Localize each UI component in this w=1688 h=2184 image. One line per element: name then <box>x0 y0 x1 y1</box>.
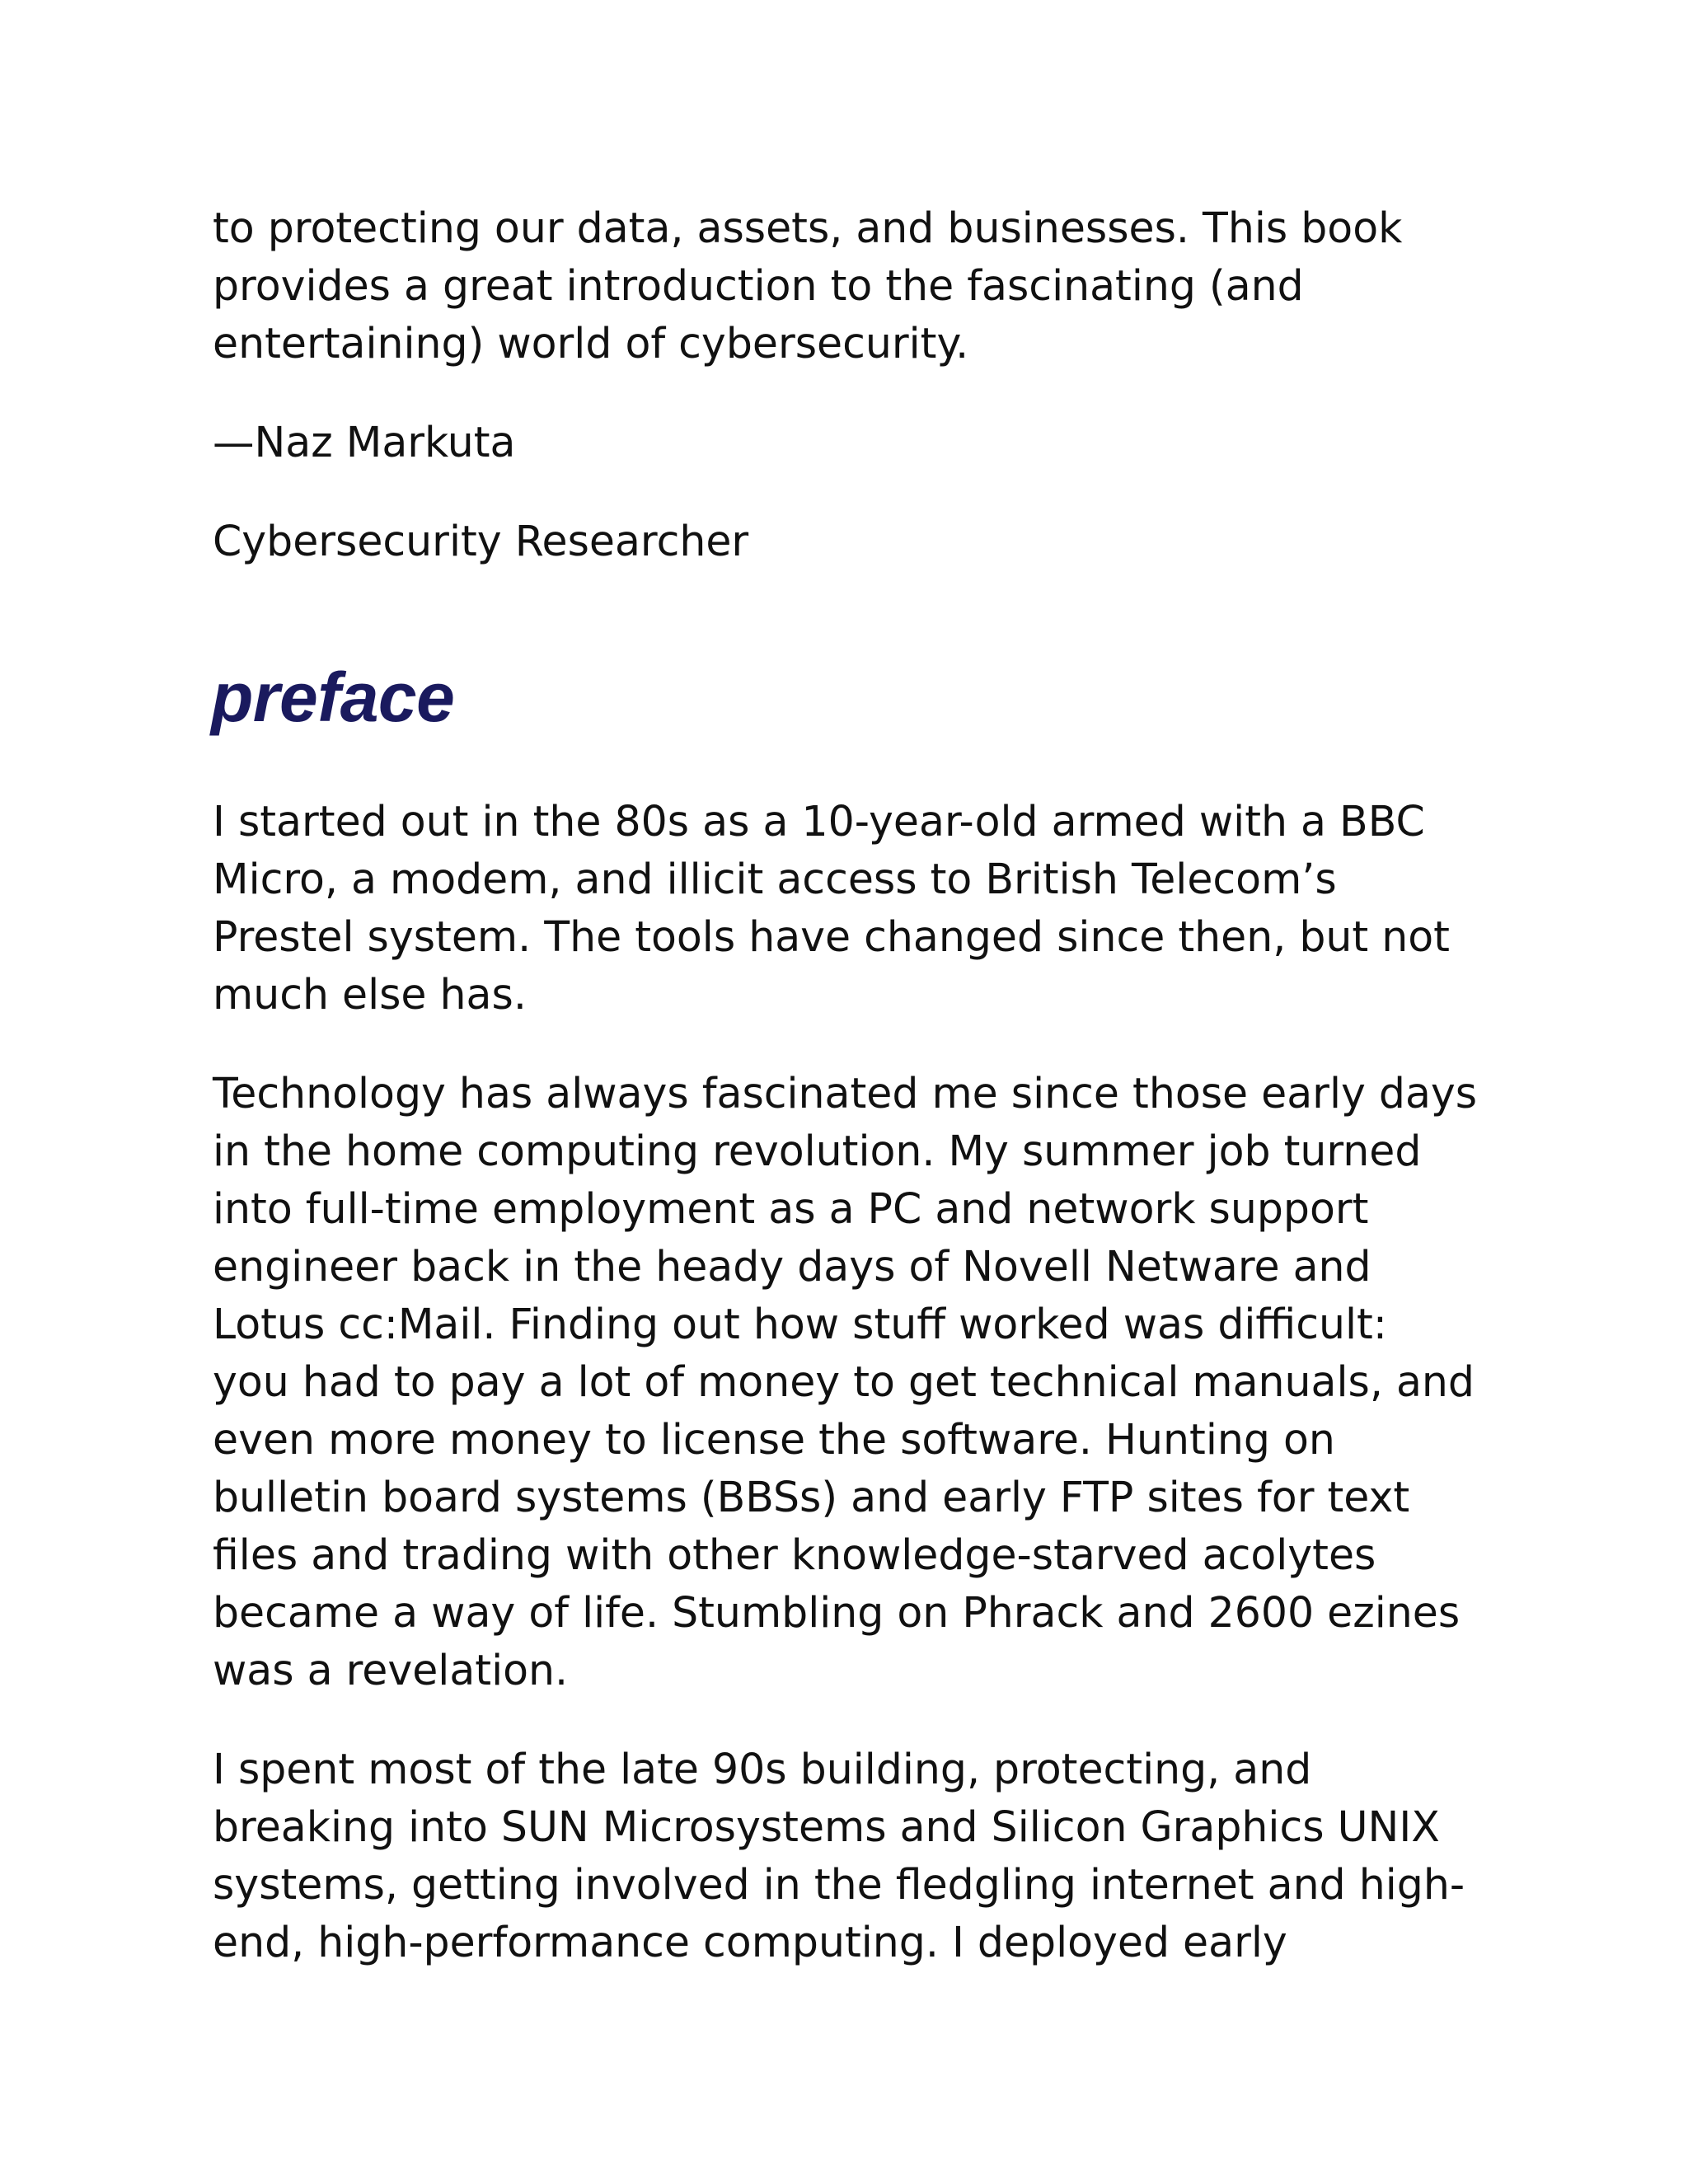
text-line: Micro, a modem, and illicit access to British Telecom’s <box>213 855 1337 903</box>
text-line: engineer back in the heady days of Novell Netware and <box>213 1242 1372 1291</box>
preface-heading: preface <box>211 658 455 736</box>
text-line: I spent most of the late 90s building, protecting, and <box>213 1745 1312 1793</box>
text-line: breaking into SUN Microsystems and Silicon Graphics UNIX <box>213 1802 1440 1851</box>
preface-paragraph <box>213 1065 1498 1699</box>
text-line: I started out in the 80s as a 10-year-old armed with a BBC <box>213 797 1425 846</box>
attribution-name: —Naz Markuta <box>213 418 516 466</box>
text-line: became a way of life. Stumbling on Phrack and 2600 ezines <box>213 1588 1461 1637</box>
intro-section <box>213 199 1490 570</box>
attribution-title: Cybersecurity Researcher <box>213 517 749 565</box>
text-line: Technology has always fascinated me since those early days <box>213 1069 1478 1118</box>
text-line: end, high-performance computing. I deployed early <box>213 1918 1287 1966</box>
intro-paragraph <box>213 199 1490 373</box>
text-line: Prestel system. The tools have changed since then, but not <box>213 912 1450 961</box>
text-line: to protecting our data, assets, and businesses. This book <box>213 204 1403 252</box>
text-line: much else has. <box>213 970 527 1019</box>
text-line: files and trading with other knowledge-starved acolytes <box>213 1530 1376 1579</box>
text-line: systems, getting involved in the fledgling internet and high- <box>213 1860 1465 1909</box>
text-line: entertaining) world of cybersecurity. <box>213 319 969 368</box>
text-line: Lotus cc:Mail. Finding out how stuff worked was difficult: <box>213 1300 1387 1348</box>
preface-paragraph <box>213 1741 1498 1971</box>
text-line: into full-time employment as a PC and network support <box>213 1184 1369 1233</box>
text-line: bulletin board systems (BBSs) and early FTP sites for text <box>213 1473 1410 1521</box>
text-line: you had to pay a lot of money to get technical manuals, and <box>213 1357 1475 1406</box>
text-line: in the home computing revolution. My summer job turned <box>213 1127 1422 1175</box>
text-line: provides a great introduction to the fascinating (and <box>213 261 1304 310</box>
text-line: was a revelation. <box>213 1646 569 1694</box>
preface-paragraph <box>213 793 1498 1024</box>
preface-body <box>213 793 1498 2013</box>
text-line: even more money to license the software. Hunting on <box>213 1415 1335 1464</box>
